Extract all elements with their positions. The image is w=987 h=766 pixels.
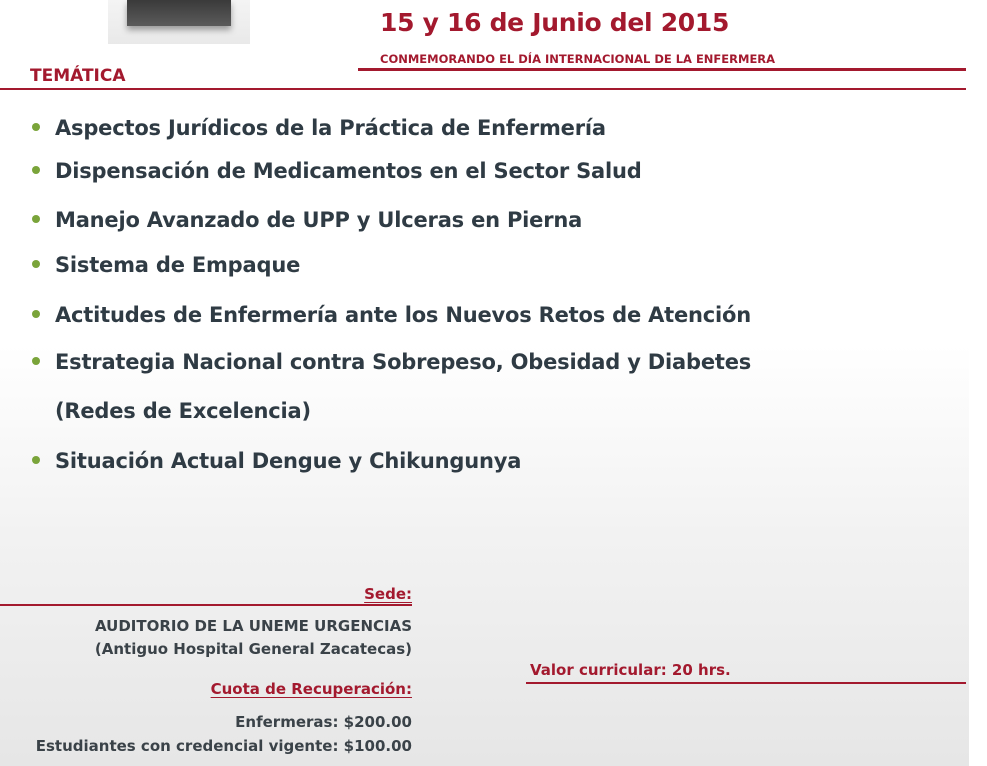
cuota-estudiantes: Estudiantes con credencial vigente: $100.00 (35, 737, 412, 755)
event-subtitle: CONMEMORANDO EL DÍA INTERNACIONAL DE LA ENFERMERA (380, 52, 776, 66)
topic-text: Actitudes de Enfermería ante los Nuevos Retos de Atención (55, 303, 752, 327)
header-divider (358, 68, 966, 71)
topic-text: Dispensación de Medicamentos en el Sector Salud (55, 159, 642, 183)
sede-line2: (Antiguo Hospital General Zacatecas) (94, 640, 412, 658)
valor-divider (526, 682, 966, 684)
section-divider (0, 88, 966, 90)
header-image (108, 0, 250, 44)
bullet-icon (32, 260, 40, 268)
bullet-icon (32, 215, 40, 223)
tematica-heading: TEMÁTICA (30, 66, 126, 86)
topic-text: Aspectos Jurídicos de la Práctica de Enfermería (55, 116, 606, 140)
bullet-icon (32, 166, 40, 174)
bullet-icon (32, 310, 40, 318)
event-date: 15 y 16 de Junio del 2015 (380, 8, 730, 37)
topic-item (32, 208, 582, 232)
topic-item (32, 159, 642, 183)
cuota-enfermeras: Enfermeras: $200.00 (235, 713, 412, 731)
topic-text: Sistema de Empaque (55, 253, 301, 277)
bullet-icon (32, 456, 40, 464)
right-margin (969, 0, 987, 766)
topic-text: Manejo Avanzado de UPP y Ulceras en Pierna (55, 208, 583, 232)
topic-item (32, 350, 751, 374)
bullet-icon (32, 357, 40, 365)
valor-curricular: Valor curricular: 20 hrs. (530, 661, 731, 679)
sede-label: Sede: (364, 585, 412, 603)
topic-item (32, 116, 606, 140)
topic-continuation: (Redes de Excelencia) (55, 399, 311, 423)
topic-item (32, 303, 751, 327)
topic-item (32, 449, 521, 473)
cuota-label: Cuota de Recuperación: (210, 680, 412, 698)
topic-item (32, 253, 300, 277)
header-image-panel (127, 0, 231, 26)
sede-divider (0, 604, 412, 606)
topic-text: Estrategia Nacional contra Sobrepeso, Obesidad y Diabetes (55, 350, 752, 374)
sede-line1: AUDITORIO DE LA UNEME URGENCIAS (95, 617, 412, 635)
bullet-icon (32, 123, 40, 131)
topic-text: Situación Actual Dengue y Chikungunya (55, 449, 522, 473)
